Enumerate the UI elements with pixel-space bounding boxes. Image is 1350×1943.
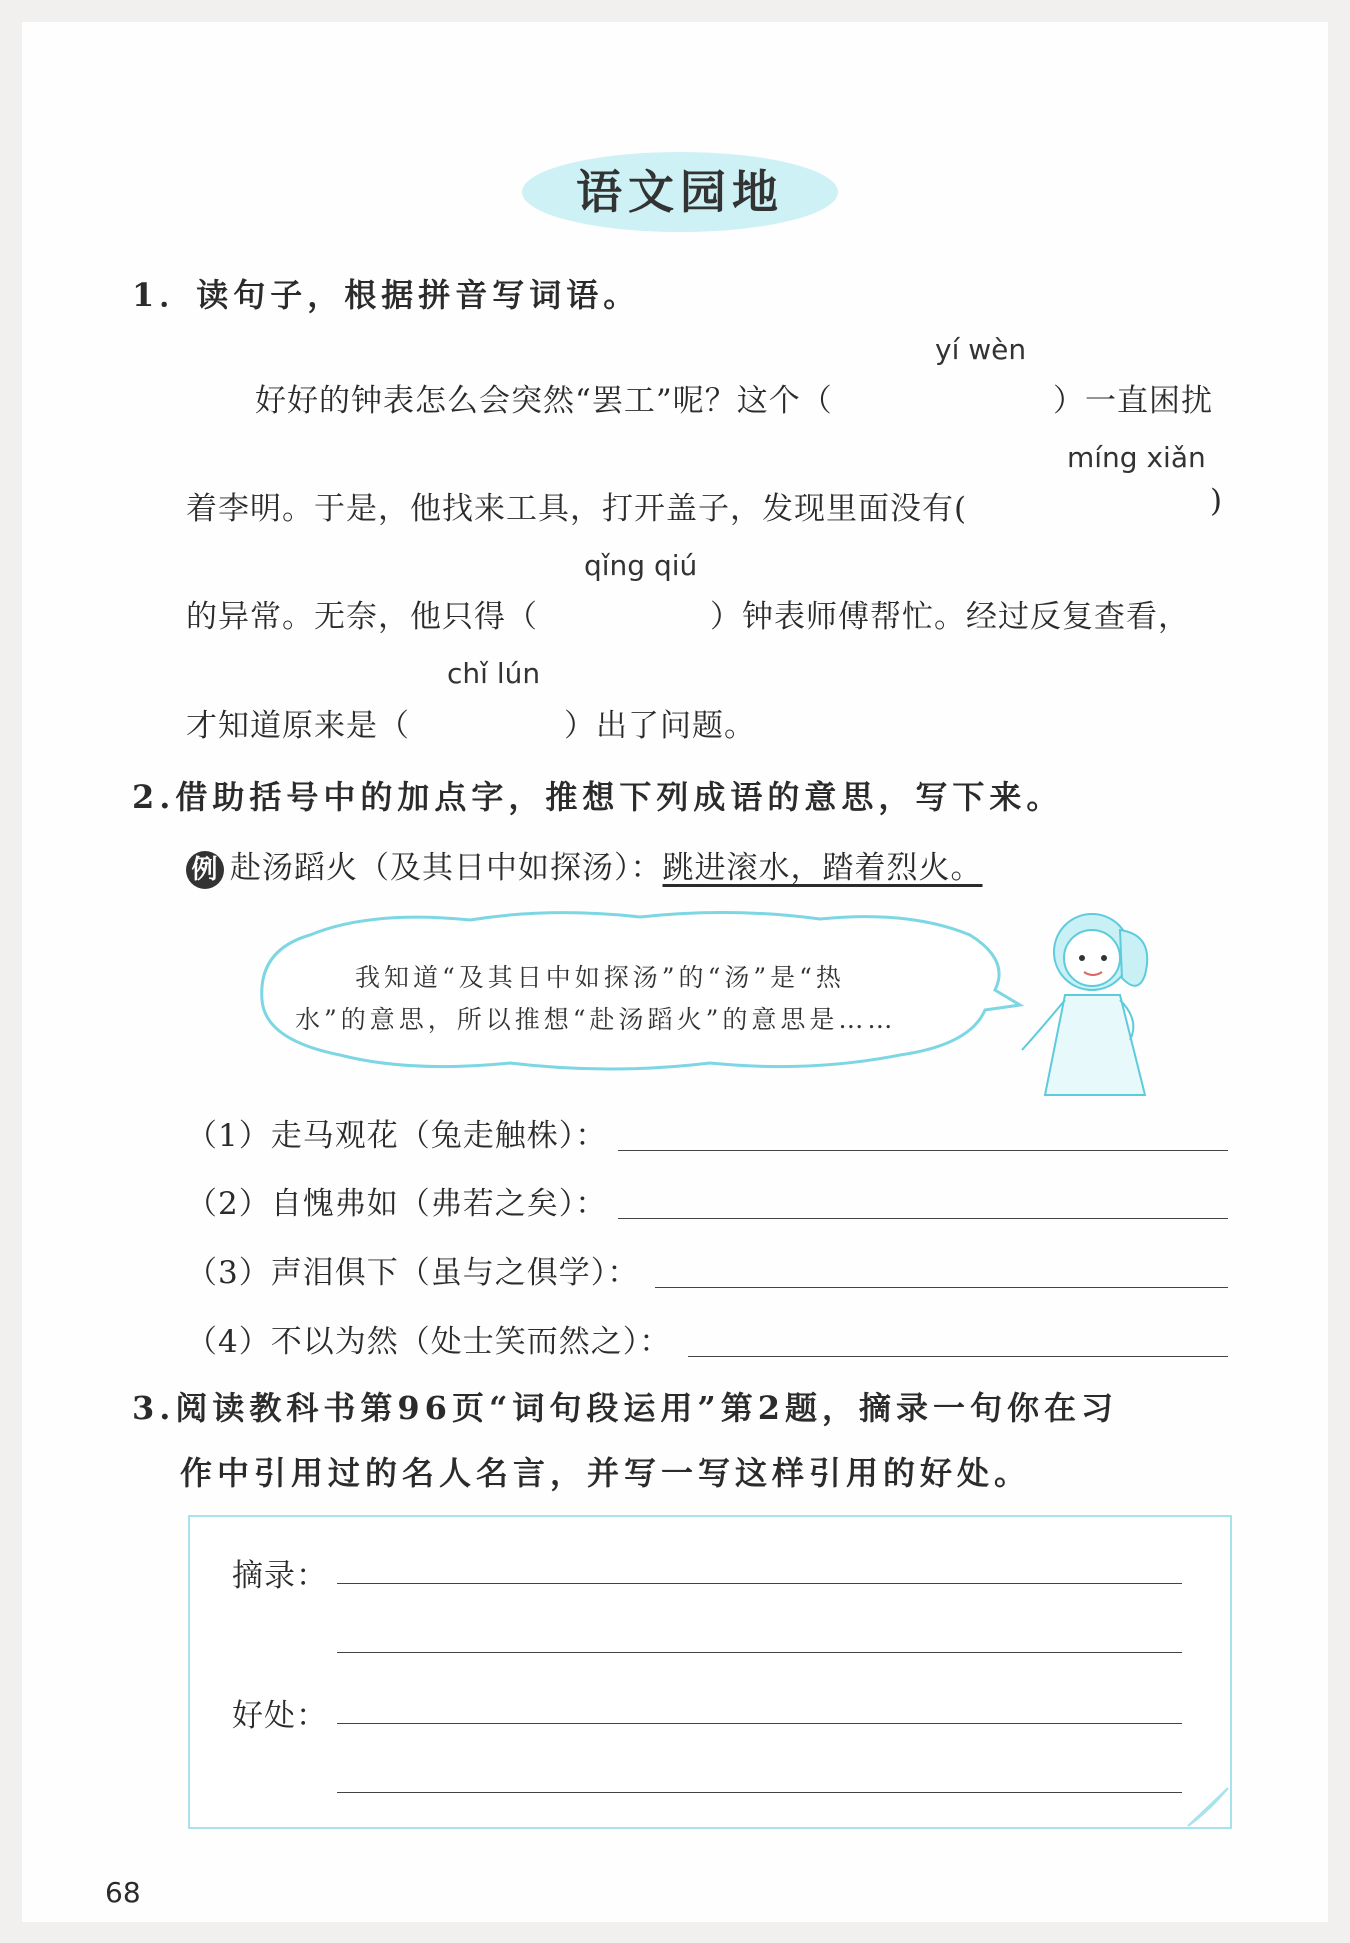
q2-item-2: （2）自愧弗如（弗若之矣）： bbox=[186, 1186, 608, 1222]
page-number: 68 bbox=[105, 1876, 141, 1909]
answer-line-2[interactable] bbox=[618, 1218, 1228, 1219]
q1-heading: 1．读句子，根据拼音写词语。 bbox=[132, 276, 641, 314]
q2-example bbox=[186, 842, 983, 889]
q1-line2-part2: ) bbox=[1210, 483, 1224, 519]
answer-box bbox=[188, 1515, 1232, 1829]
answer-line-1[interactable] bbox=[618, 1150, 1228, 1151]
blank-4[interactable] bbox=[440, 743, 555, 745]
q2-item-4: （4）不以为然（处士笑而然之）： bbox=[186, 1324, 672, 1360]
pinyin-4: chǐ lún bbox=[447, 657, 541, 690]
bubble-line-1: 我知道“及其日中如探汤”的“汤”是“热 bbox=[355, 963, 845, 992]
q3-heading-line1: 3.阅读教科书第96页“词句段运用”第2题，摘录一句你在习 bbox=[132, 1389, 1119, 1427]
excerpt-line-2[interactable] bbox=[337, 1652, 1182, 1653]
excerpt-line-1[interactable] bbox=[337, 1583, 1182, 1584]
q1-line2-part1: 着李明。于是，他找来工具，打开盖子，发现里面没有( bbox=[186, 491, 968, 527]
pinyin-2: míng xiǎn bbox=[1067, 441, 1206, 474]
girl-illustration bbox=[1010, 900, 1170, 1110]
benefit-label: 好处： bbox=[232, 1698, 328, 1734]
page-title: 语文园地 bbox=[576, 165, 784, 219]
q1-line1-part2: ）一直困扰 bbox=[1053, 383, 1213, 419]
q1-line4-part2: ）出了问题。 bbox=[564, 708, 756, 744]
example-answer: 跳进滚水，踏着烈火。 bbox=[662, 850, 983, 886]
excerpt-label: 摘录： bbox=[232, 1558, 328, 1594]
pinyin-1: yí wèn bbox=[935, 333, 1027, 366]
q1-line1-part1: 好好的钟表怎么会突然“罢工”呢？这个（ bbox=[255, 383, 833, 419]
q1-line4-part1: 才知道原来是（ bbox=[186, 708, 410, 744]
example-text: 赴汤蹈火（及其日中如探汤）： bbox=[230, 850, 663, 886]
benefit-line-1[interactable] bbox=[337, 1723, 1182, 1724]
q1-line3-part1: 的异常。无奈，他只得（ bbox=[186, 599, 538, 635]
example-badge: 例 bbox=[186, 851, 224, 889]
pinyin-3: qǐng qiú bbox=[584, 549, 698, 582]
q2-heading: 2.借助括号中的加点字，推想下列成语的意思，写下来。 bbox=[132, 778, 1064, 816]
q1-line3-part2: ）钟表师傅帮忙。经过反复查看， bbox=[710, 599, 1190, 635]
section-title-banner bbox=[520, 150, 840, 234]
q3-heading-line2: 作中引用过的名人名言，并写一写这样引用的好处。 bbox=[180, 1454, 1032, 1492]
q2-item-1: （1）走马观花（兔走触株）： bbox=[186, 1118, 608, 1154]
bubble-line-2: 水”的意思，所以推想“赴汤蹈火”的意思是…… bbox=[295, 1005, 897, 1034]
answer-line-3[interactable] bbox=[655, 1287, 1228, 1288]
q2-item-3: （3）声泪俱下（虽与之俱学）： bbox=[186, 1255, 640, 1291]
page-curl-corner bbox=[1180, 1780, 1230, 1830]
blank-2[interactable] bbox=[1085, 526, 1195, 528]
blank-1[interactable] bbox=[930, 418, 1045, 420]
benefit-line-2[interactable] bbox=[337, 1792, 1182, 1793]
blank-3[interactable] bbox=[580, 634, 695, 636]
answer-line-4[interactable] bbox=[688, 1356, 1228, 1357]
